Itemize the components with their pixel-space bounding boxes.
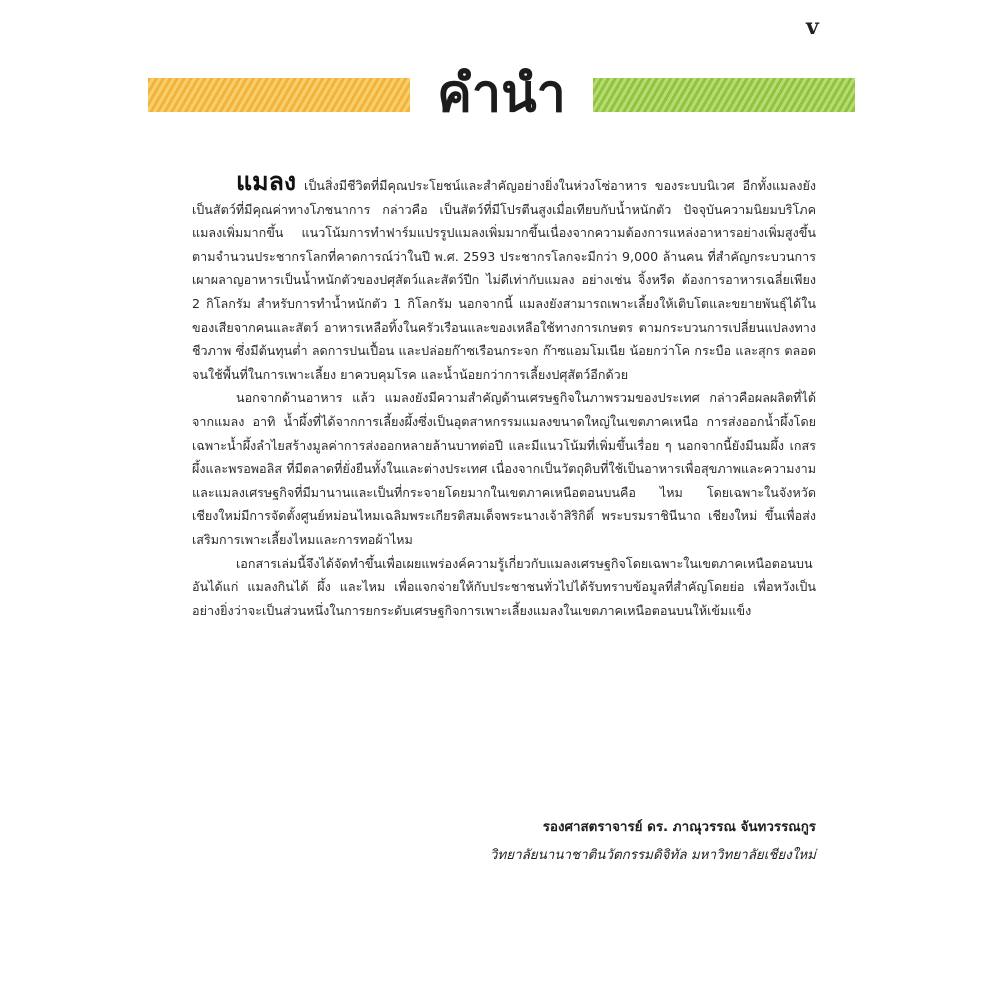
signature-name: รองศาสตราจารย์ ดร. ภาณุวรรณ จันทวรรณกูร [542, 820, 816, 835]
lead-word: แมลง [236, 167, 297, 196]
signature-block [490, 814, 816, 870]
signature-affiliation: วิทยาลัยนานาชาตินวัตกรรมดิจิทัล มหาวิทยาลัยเชียงใหม่ [489, 848, 816, 863]
page-title: คำนำ [437, 64, 566, 124]
page-number: v [806, 14, 819, 40]
paragraph-2: นอกจากด้านอาหาร แล้ว แมลงยังมีความสำคัญด้านเศรษฐกิจในภาพรวมของประเทศ กล่าวคือผลผลิตที่ได้จากแมลง อาทิ น้ำผึ้งที่ได้จากการเลี้ยงผึ้งซึ่งเป็นอุตสาหกรรมแมลงขนาดใหญ่ในเขตภาคเหนือ การส่งออกน้ำผึ้งโดยเฉพาะน้ำผึ้งลำไยสร้างมูลค่าการส่งออกหลายล้านบาทต่อปี และมีแนวโน้มที่เพิ่มขึ้นเรื่อย ๆ นอกจากนี้ยังมีนมผึ้ง เกสรผึ้งและพรอพอลิส ที่มีตลาดที่ยั่งยืนทั้งในและต่างประเทศ เนื่องจากเป็นวัตถุดิบที่ใช้เป็นอาหารเพื่อสุขภาพและความงาม และแมลงเศรษฐกิจที่มีมานานและเป็นที่กระจายโดยมากในเขตภาคเหนือตอนบนคือ ไหม โดยเฉพาะในจังหวัดเชียงใหม่มีการจัดตั้งศูนย์หม่อนไหมเฉลิมพระเกียรติสมเด็จพระนางเจ้าสิริกิติ์ พระบรมราชินีนาถ เชียงใหม่ ขึ้นเพื่อส่งเสริมการเพาะเลี้ยงไหมและการทอผ้าไหม [192, 390, 817, 547]
paragraph-1 [192, 167, 816, 386]
preface-body [192, 167, 817, 622]
title-decoration-right [593, 78, 855, 112]
paragraph-3: เอกสารเล่มนี้จึงได้จัดทำขึ้นเพื่อเผยแพร่องค์ความรู้เกี่ยวกับแมลงเศรษฐกิจโดยเฉพาะในเขตภาคเหนือตอนบน อันได้แก่ แมลงกินได้ ผึ้ง และไหม เพื่อแจกจ่ายให้กับประชาชนทั่วไปได้รับทราบข้อมูลที่สำคัญโดยย่อ เพื่อหวังเป็นอย่างยิ่งว่าจะเป็นส่วนหนึ่งในการยกระดับเศรษฐกิจการเพาะเลี้ยงแมลงในเขตภาคเหนือตอนบนให้เข้มแข็ง [192, 555, 816, 618]
title-decoration-left [148, 78, 410, 112]
paragraph-1-text: เป็นสิ่งมีชีวิตที่มีคุณประโยชน์และสำคัญอย่างยิ่งในห่วงโซ่อาหาร ของระบบนิเวศ อีกทั้งแมลงยังเป็นสัตว์ที่มีคุณค่าทางโภชนาการ กล่าวคือ เป็นสัตว์ที่มีโปรตีนสูงเมื่อเทียบกับน้ำหนักตัว ปัจจุบันความนิยมบริโภคแมลงเพิ่มมากขึ้น แนวโน้มการทำฟาร์มแปรรูปแมลงเพิ่มมากขึ้นเนื่องจากความต้องการแหล่งอาหารอย่างเพิ่มสูงขึ้น ตามจำนวนประชากรโลกที่คาดการณ์ว่าในปี พ.ศ. 2593 ประชากรโลกจะมีกว่า 9,000 ล้านคน ที่สำคัญกระบวนการเผาผลาญอาหารเป็นน้ำหนักตัวของปศุสัตว์และสัตว์ปีก ไม่ดีเท่ากับแมลง อย่างเช่น จิ้งหรีด ต้องการอาหารเฉลี่ยเพียง 2 กิโลกรัม สำหรับการทำน้ำหนักตัว 1 กิโลกรัม นอกจากนี้ แมลงยังสามารถเพาะเลี้ยงให้เติบโตและขยายพันธุ์ได้ในของเสียจากคนและสัตว์ อาหารเหลือทิ้งในครัวเรือนและของเหลือใช้ทางการเกษตร ตามกระบวนการเปลี่ยนแปลงทางชีวภาพ ซึ่งมีต้นทุนต่ำ ลดการปนเปื้อน และปล่อยก๊าซเรือนกระจก ก๊าซแอมโมเนีย น้อยกว่าโค กระบือ และสุกร ตลอดจนใช้พื้นที่ในการเพาะเลี้ยง ยาควบคุมโรค และน้ำน้อยกว่าการเลี้ยงปศุสัตว์อีกด้วย [192, 178, 816, 382]
